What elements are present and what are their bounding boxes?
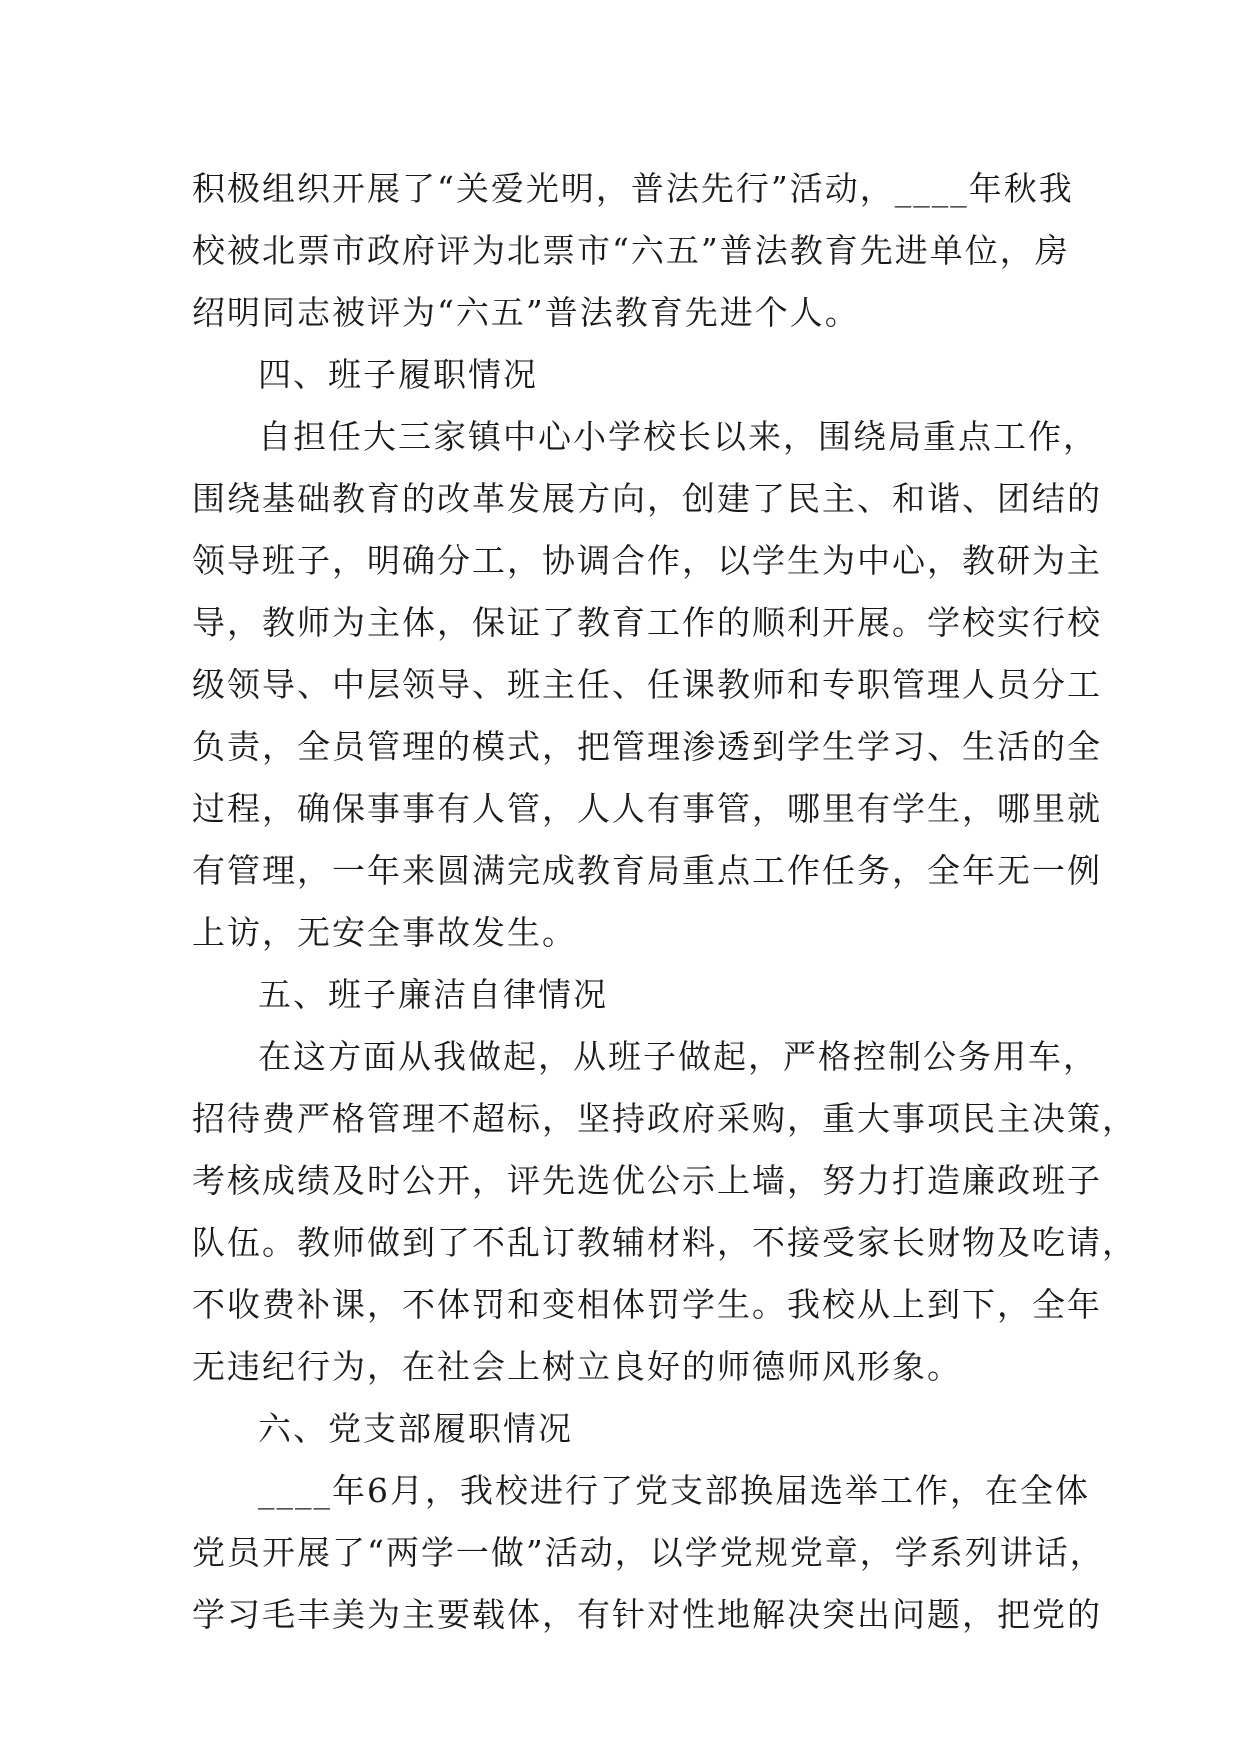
text-line: ____年6月，我校进行了党支部换届选举工作，在全体 [258,1471,1090,1510]
text-line: 在这方面从我做起，从班子做起，严格控制公务用车， [258,1037,1098,1076]
text-line: 四、班子履职情况 [258,355,538,394]
text-line: 过程，确保事事有人管，人人有事管，哪里有学生，哪里就 [192,789,1102,828]
text-line: 导，教师为主体，保证了教育工作的顺利开展。学校实行校 [192,603,1102,642]
text-line: 自担任大三家镇中心小学校长以来，围绕局重点工作， [258,417,1098,456]
text-line: 级领导、中层领导、班主任、任课教师和专职管理人员分工 [192,665,1102,704]
text-line: 考核成绩及时公开，评先选优公示上墙，努力打造廉政班子 [192,1161,1102,1200]
text-line: 积极组织开展了“关爱光明，普法先行”活动，____年秋我 [192,169,1074,208]
text-line: 负责，全员管理的模式，把管理渗透到学生学习、生活的全 [192,727,1102,766]
text-line: 队伍。教师做到了不乱订教辅材料，不接受家长财物及吃请， [192,1223,1137,1262]
text-line: 围绕基础教育的改革发展方向，创建了民主、和谐、团结的 [192,479,1102,518]
text-line: 五、班子廉洁自律情况 [258,975,608,1014]
text-line: 绍明同志被评为“六五”普法教育先进个人。 [192,293,860,332]
text-line: 上访，无安全事故发生。 [192,913,577,952]
text-line: 学习毛丰美为主要载体，有针对性地解决突出问题，把党的 [192,1595,1102,1634]
text-line: 党员开展了“两学一做”活动，以学党规党章，学系列讲话， [192,1533,1105,1572]
text-line: 六、党支部履职情况 [258,1409,573,1448]
text-line: 无违纪行为，在社会上树立良好的师德师风形象。 [192,1347,962,1386]
text-line: 不收费补课，不体罚和变相体罚学生。我校从上到下，全年 [192,1285,1102,1324]
document-body [192,158,1137,1646]
text-line: 招待费严格管理不超标，坚持政府采购，重大事项民主决策， [192,1099,1137,1138]
text-line: 领导班子，明确分工，协调合作，以学生为中心，教研为主 [192,541,1102,580]
text-line: 有管理，一年来圆满完成教育局重点工作任务，全年无一例 [192,851,1102,890]
text-line: 校被北票市政府评为北票市“六五”普法教育先进单位，房 [192,231,1070,270]
